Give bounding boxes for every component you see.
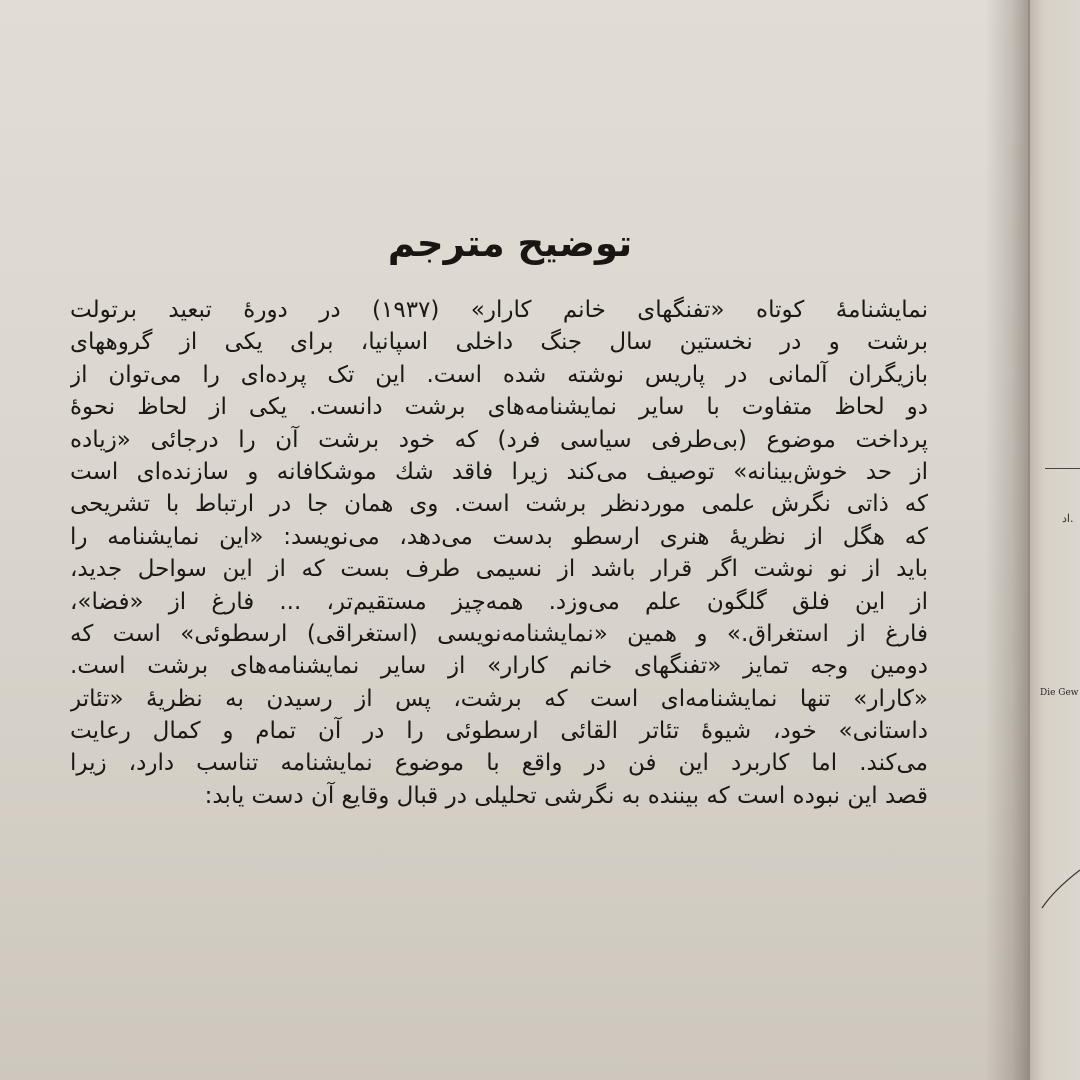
page-title: توضیح مترجم <box>387 222 633 265</box>
text-line: قصد این نبوده است که بیننده به نگرشی تحلیلی در قبال وقایع آن دست یابد: <box>204 782 928 809</box>
text-line: برشت و در نخستین سال جنگ داخلی اسپانیا، برای یکی از گروههای <box>70 329 928 356</box>
text-line: فارغ از استغراق.» و همین «نمایشنامه‌نویسی (استغراقی) ارسطوئی» است که <box>70 620 928 647</box>
text-line: باید از نو نوشت اگر قرار باشد از نسیمی طرف بست که از این سواحل جدید، <box>70 556 928 583</box>
text-line: بازیگران آلمانی در پاریس نوشته شده است. این تک پرده‌ای را می‌توان از <box>70 361 928 388</box>
text-line: می‌کند. اما کاربرد این فن در واقع با موضوع نمایشنامه تناسب دارد، زیرا <box>70 750 928 777</box>
gutter-shadow <box>985 0 1030 1080</box>
facing-page-fragment: Die Gew <box>1040 688 1079 698</box>
text-line: که هگل از نظریهٔ هنری ارسطو بدست می‌دهد، می‌نویسد: «این نمایشنامه را <box>70 523 928 550</box>
text-line: دومین وجه تمایز «تفنگهای خانم کارار» از سایر نمایشنامه‌های برشت است. <box>70 653 928 680</box>
text-line: پرداخت موضوع (بی‌طرفی سیاسی فرد) که خود برشت آن را درجائی «زیاده <box>70 426 928 453</box>
facing-page-curve <box>1040 830 1080 910</box>
text-line: نمایشنامهٔ کوتاه «تفنگهای خانم کارار» (۱۹۳۷) در دورهٔ تبعید برتولت <box>70 297 928 323</box>
text-line: که ذاتی نگرش علمی موردنظر برشت است. وی همان جا در ارتباط با تشریحی <box>70 491 928 518</box>
text-line: از این فلق گلگون علم می‌وزد. همه‌چیز مستقیم‌تر، ... فارغ از «فضا»، <box>70 588 928 615</box>
text-line: از حد خوش‌بینانه» توصیف می‌کند زیرا فاقد شك موشکافانه و سازنده‌ای است <box>70 458 928 485</box>
text-line: «کارار» تنها نمایشنامه‌ای است که برشت، پس از رسیدن به نظریهٔ «تئاتر <box>70 685 928 712</box>
text-line: دو لحاظ متفاوت با سایر نمایشنامه‌های برشت دانست. یکی از لحاظ نحوهٔ <box>70 394 928 421</box>
body-text <box>70 294 928 812</box>
facing-page <box>1030 0 1080 1080</box>
facing-page-rule <box>1045 468 1080 469</box>
facing-page-fragment: اد. <box>1062 512 1074 525</box>
text-line: داستانی» خود، شیوهٔ تئاتر القائی ارسطوئی را در آن تمام و کمال رعایت <box>70 718 928 745</box>
